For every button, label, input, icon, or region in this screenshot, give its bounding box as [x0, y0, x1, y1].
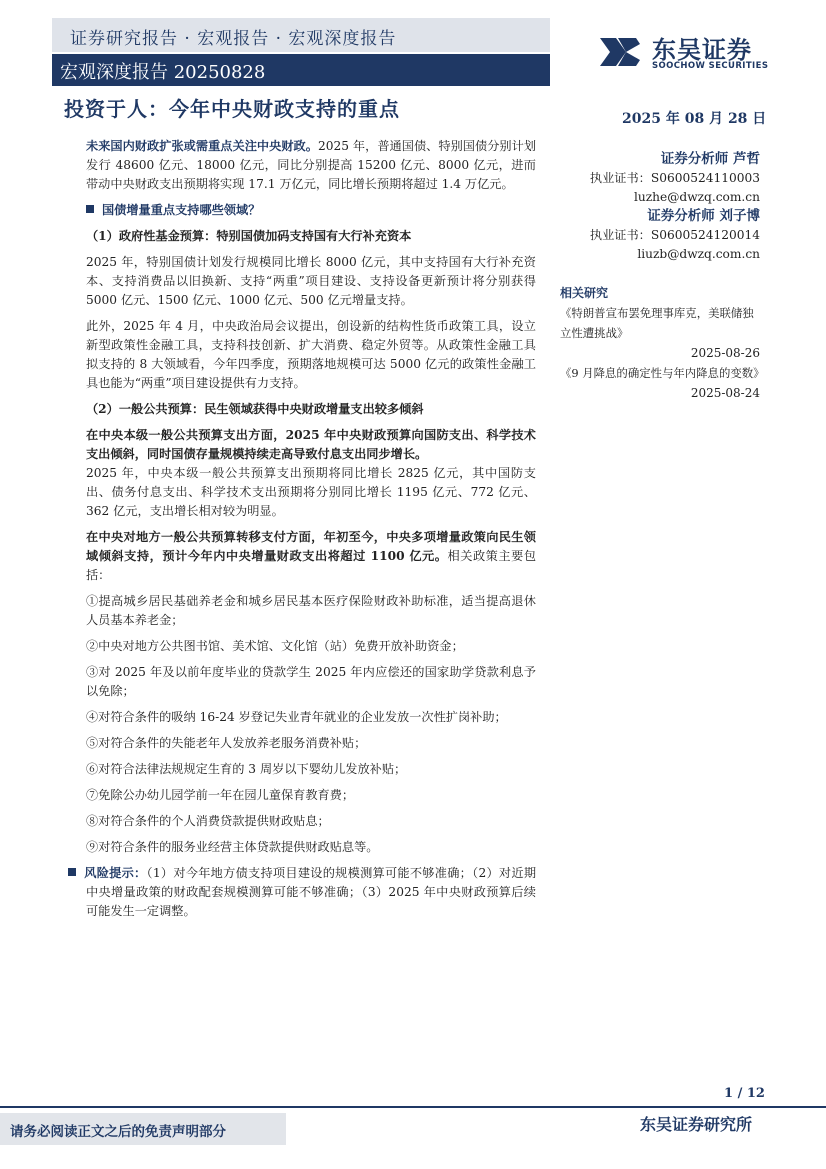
paragraph-1: 2025 年，特别国债计划发行规模同比增长 8000 亿元，其中支持国有大行补充资本、支持消费品以旧换新、支持“两重”项目建设、支持设备更新预计将分别获得 5000 亿元、1500 亿元、1000 亿元、500 亿元增量支持。	[86, 255, 536, 307]
related-item-date: 2025-08-24	[690, 386, 760, 400]
soochow-logo-icon	[596, 32, 644, 72]
paragraph-3-lead: 在中央本级一般公共预算支出方面，2025 年中央财政预算向国防支出、科学技术支出倾斜，同时国债存量规模持续走高导致付息支出同步增长。	[86, 428, 536, 461]
list-item: ⑧对符合条件的个人消费贷款提供财政贴息；	[86, 814, 330, 828]
list-item: ③对 2025 年及以前年度毕业的贷款学生 2025 年内应偿还的国家助学贷款利息予以免除；	[86, 665, 536, 698]
list-item: ⑨对符合条件的服务业经营主体贷款提供财政贴息等。	[86, 840, 379, 854]
summary-paragraph	[86, 137, 536, 194]
page-number: 1 / 12	[724, 1086, 765, 1101]
subsection-1-heading: （1）政府性基金预算：特别国债加码支持国有大行补充资本	[86, 229, 412, 243]
paragraph-4-lead: 在中央对地方一般公共预算转移支付方面，年初至今，中央多项增量政策向民生领域倾斜支持，预计今年内中央增量财政支出将超过 1100 亿元。	[86, 530, 536, 563]
analyst-panel	[570, 150, 760, 264]
analyst-title: 证券分析师 刘子博	[647, 208, 760, 224]
list-item: ⑥对符合法律法规规定生育的 3 周岁以下婴幼儿发放补贴；	[86, 762, 407, 776]
summary-lead: 未来国内财政扩张或需重点关注中央财政。	[86, 139, 318, 153]
report-category-tags: 证券研究报告 · 宏观报告 · 宏观深度报告	[70, 29, 397, 49]
analyst-email[interactable]: luzhe@dwzq.com.cn	[633, 190, 760, 204]
paragraph-4-body: 相关政策主要包括：	[86, 549, 537, 582]
report-title: 投资于人：今年中央财政支持的重点	[64, 97, 400, 121]
related-research-title: 相关研究	[560, 286, 609, 300]
list-item: ⑦免除公办幼儿园学前一年在园儿童保育教育费；	[86, 788, 355, 802]
related-research	[560, 283, 765, 403]
analyst-email[interactable]: liuzb@dwzq.com.cn	[637, 247, 760, 261]
related-item-title[interactable]: 《特朗普宣布罢免理事库克，美联储独立性遭挑战》	[560, 306, 754, 340]
list-item: ②中央对地方公共图书馆、美术馆、文化馆（站）免费开放补助资金；	[86, 639, 464, 653]
analyst-cert: 执业证书：S0600524120014	[589, 228, 760, 242]
summary-body: 2025 年，普通国债、特别国债分别计划发行 48600 亿元、18000 亿元，同比分别提高 15200 亿元、8000 亿元，进而带动中央财政支出预期将实现 17.1 万亿元，同比增长预期将超过 1.4 万亿元。	[86, 139, 537, 191]
analyst-title: 证券分析师 芦哲	[660, 151, 760, 167]
institute-name: 东吴证券研究所	[640, 1115, 753, 1134]
paragraph-2: 此外，2025 年 4 月，中央政治局会议提出，创设新的结构性货币政策工具，设立新型政策性金融工具，支持科技创新、扩大消费、稳定外贸等。从政策性金融工具拟支持的 8 大领域看，今年四季度，预期落地规模可达 5000 亿元的政策性金融工具也能为“两重”项目建设提供有力支持。	[86, 319, 536, 390]
risk-label: 风险提示：	[84, 866, 147, 880]
paragraph-3	[86, 426, 536, 521]
subsection-2-heading: （2）一般公共预算：民生领域获得中央财政增量支出较多倾斜	[86, 402, 424, 416]
report-date: 2025 年 08 月 28 日	[622, 111, 767, 127]
risk-text: （1）对今年地方债支持项目建设的规模测算可能不够准确；（2）对近期中央增量政策的财政配套规模测算可能不够准确；（3）2025 年中央财政预算后续可能发生一定调整。	[86, 866, 537, 918]
disclaimer-text: 请务必阅读正文之后的免责声明部分	[10, 1124, 226, 1140]
logo-text-cn: 东吴证券	[652, 36, 752, 64]
report-type-label: 宏观深度报告 20250828	[60, 62, 266, 83]
list-item: ⑤对符合条件的失能老年人发放养老服务消费补贴；	[86, 736, 367, 750]
related-item-title[interactable]: 《9 月降息的确定性与年内降息的变数》	[560, 366, 765, 380]
logo-text-en: SOOCHOW SECURITIES	[652, 61, 769, 71]
analyst-cert: 执业证书：S0600524110003	[589, 171, 760, 185]
square-bullet-icon	[86, 205, 94, 213]
section-heading: 国债增量重点支持哪些领域？	[86, 201, 536, 220]
footer-divider	[0, 1106, 826, 1108]
risk-warning	[86, 864, 536, 921]
main-content	[86, 137, 536, 928]
list-item: ①提高城乡居民基础养老金和城乡居民基本医疗保险财政补助标准，适当提高退休人员基本养老金；	[86, 594, 536, 627]
related-item-date: 2025-08-26	[690, 346, 760, 360]
square-bullet-icon	[68, 868, 76, 876]
paragraph-3-body: 2025 年，中央本级一般公共预算支出预期将同比增长 2825 亿元，其中国防支出、债务付息支出、科学技术支出预期将分别同比增长 1195 亿元、772 亿元、362 亿元，支出增长相对较为明显。	[86, 466, 536, 518]
paragraph-4	[86, 528, 536, 585]
list-item: ④对符合条件的吸纳 16-24 岁登记失业青年就业的企业发放一次性扩岗补助；	[86, 710, 507, 724]
